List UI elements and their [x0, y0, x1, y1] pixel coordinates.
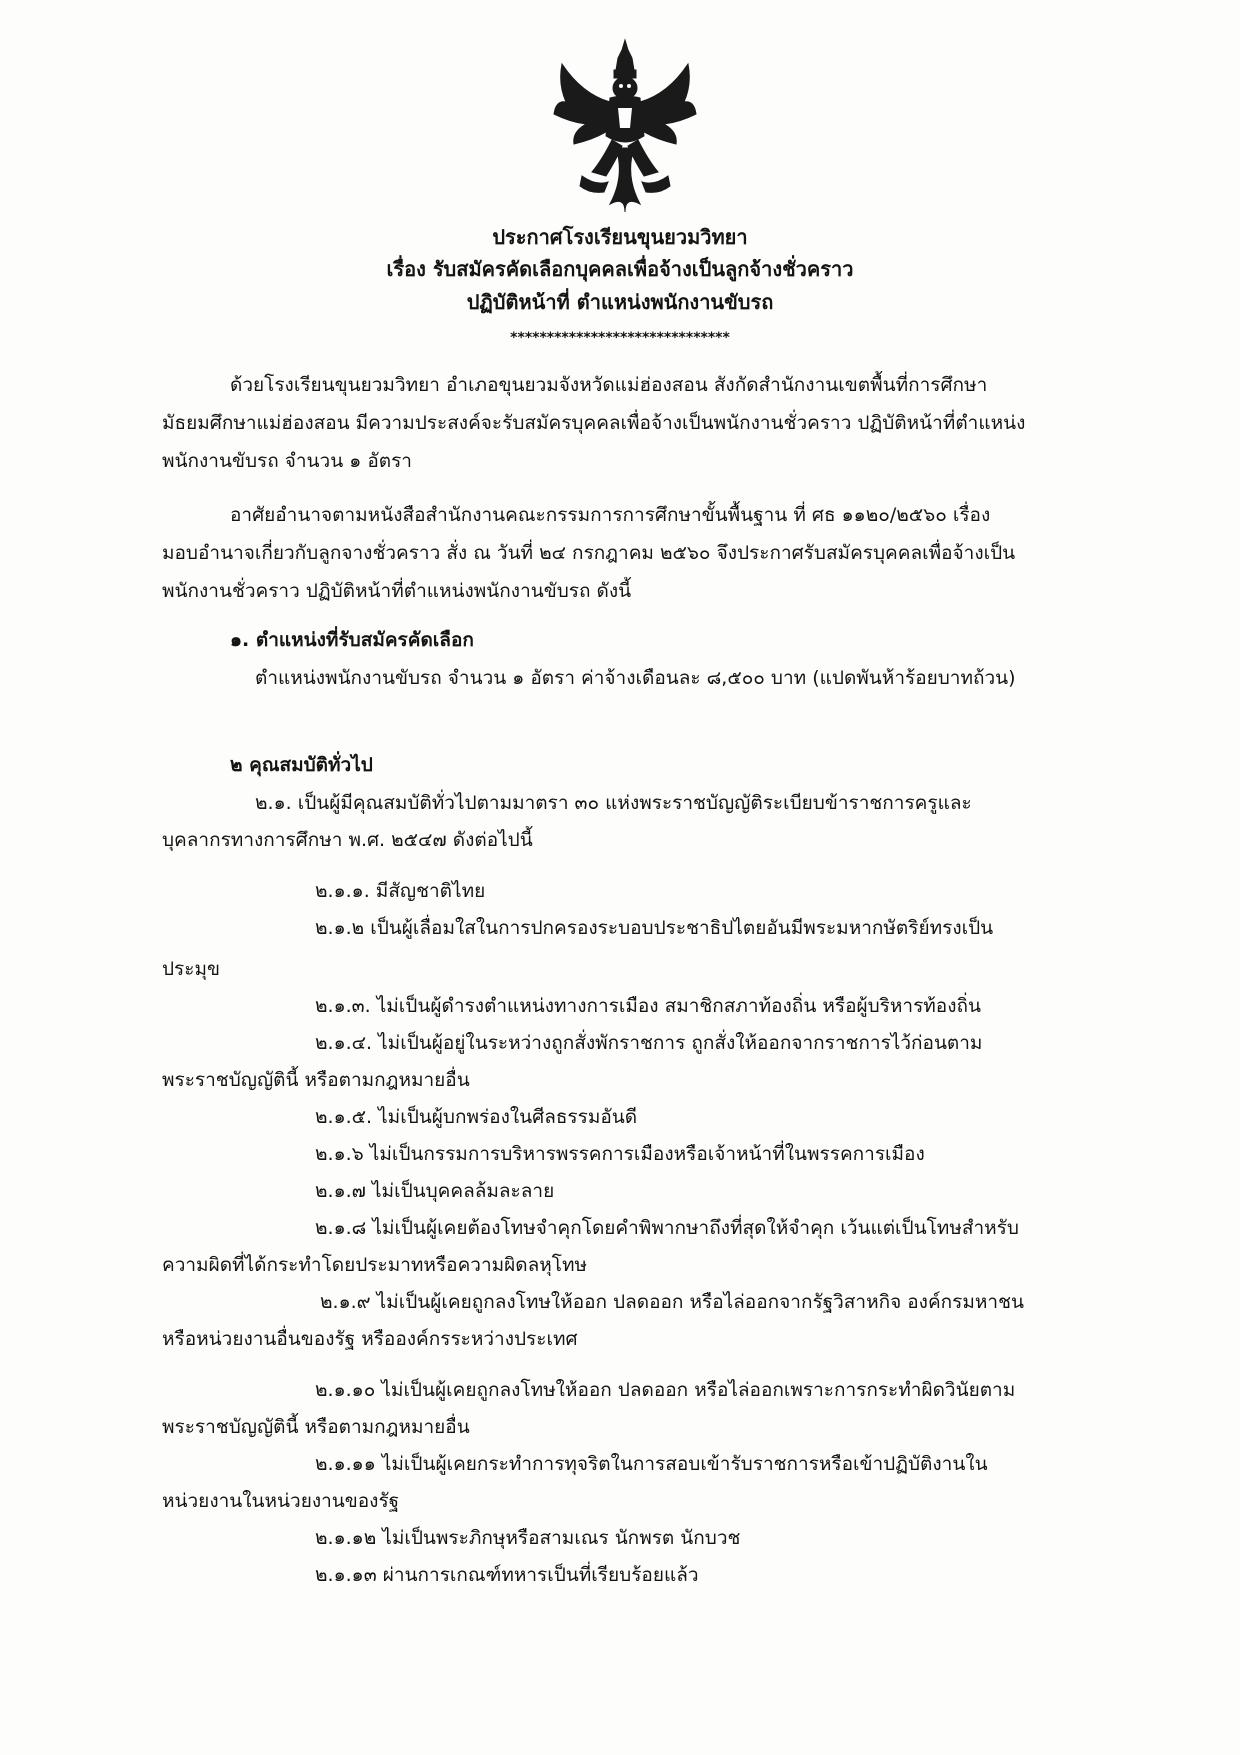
list-item-continuation: ประมุข: [162, 958, 220, 980]
page-title: ประกาศโรงเรียนขุนยวมวิทยา: [492, 225, 748, 249]
subject-line: เรื่อง รับสมัครคัดเลือกบุคคลเพื่อจ้างเป็นลูกจ้างชั่วคราว: [386, 257, 854, 281]
section-heading: ๒ คุณสมบัติทั่วไป: [230, 754, 373, 776]
list-item: ๒.๑.๘ ไม่เป็นผู้เคยต้องโทษจำคุกโดยคำพิพากษาถึงที่สุดให้จำคุก เว้นแต่เป็นโทษสำหรับ: [315, 1217, 1019, 1239]
list-item-continuation: พระราชบัญญัตินี้ หรือตามกฎหมายอื่น: [162, 1416, 470, 1438]
list-item: ๒.๑.๖ ไม่เป็นกรรมการบริหารพรรคการเมืองหรือเจ้าหน้าที่ในพรรคการเมือง: [315, 1143, 925, 1165]
list-item: ๒.๑.๑๒ ไม่เป็นพระภิกษุหรือสามเณร นักพรต นักบวช: [315, 1527, 741, 1549]
section-heading: ๑. ตำแหน่งที่รับสมัครคัดเลือก: [230, 629, 474, 651]
list-item: ๒.๑.๑๐ ไม่เป็นผู้เคยถูกลงโทษให้ออก ปลดออก หรือไล่ออกเพราะการกระทำผิดวินัยตาม: [315, 1379, 1016, 1401]
list-item: ๒.๑.๙ ไม่เป็นผู้เคยถูกลงโทษให้ออก ปลดออก หรือไล่ออกจากรัฐวิสาหกิจ องค์กรมหาชน: [320, 1291, 1024, 1313]
list-item-continuation: หน่วยงานในหน่วยงานของรัฐ: [162, 1490, 400, 1512]
list-item-continuation: พระราชบัญญัตินี้ หรือตามกฎหมายอื่น: [162, 1069, 470, 1091]
duty-line: ปฏิบัติหน้าที่ ตำแหน่งพนักงานขับรถ: [466, 290, 774, 314]
list-item: ๒.๑.๔. ไม่เป็นผู้อยู่ในระหว่างถูกสั่งพักราชการ ถูกสั่งให้ออกจากราชการไว้ก่อนตาม: [315, 1032, 983, 1054]
list-item: ๒.๑.๕. ไม่เป็นผู้บกพร่องในศีลธรรมอันดี: [315, 1106, 638, 1128]
list-item: ๒.๑.๒ เป็นผู้เลื่อมใสในการปกครองระบอบประชาธิปไตยอันมีพระมหากษัตริย์ทรงเป็น: [315, 917, 994, 939]
separator: ******************************: [510, 330, 730, 346]
paragraph-line: พนักงานชั่วคราว ปฏิบัติหน้าที่ตำแหน่งพนักงานขับรถ ดังนี้: [162, 580, 632, 602]
paragraph-line: มัธยมศึกษาแม่ฮ่องสอน มีความประสงค์จะรับสมัครบุคคลเพื่อจ้างเป็นพนักงานชั่วคราว ปฏิบัติหน้าที่ตำแหน่ง: [162, 412, 1026, 434]
paragraph-line: อาศัยอำนาจตามหนังสือสำนักงานคณะกรรมการการศึกษาขั้นพื้นฐาน ที่ ศธ ๑๑๒๐/๒๕๖๐ เรื่อง: [230, 504, 991, 526]
section-body: ตำแหน่งพนักงานขับรถ จำนวน ๑ อัตรา ค่าจ้างเดือนละ ๘,๕๐๐ บาท (แปดพันห้าร้อยบาทถ้วน): [255, 667, 1016, 689]
paragraph-line: มอบอำนาจเกี่ยวกับลูกจางชั่วคราว สั่ง ณ วันที่ ๒๔ กรกฎาคม ๒๕๖๐ จึงประกาศรับสมัครบุคคลเพื่อจ้างเป็น: [162, 542, 1016, 564]
list-item: ๒.๑.๑๓ ผ่านการเกณฑ์ทหารเป็นที่เรียบร้อยแล้ว: [315, 1564, 699, 1586]
list-item: ๒.๑.๓. ไม่เป็นผู้ดำรงตำแหน่งทางการเมือง สมาชิกสภาท้องถิ่น หรือผู้บริหารท้องถิ่น: [315, 995, 981, 1017]
paragraph-line: ๒.๑. เป็นผู้มีคุณสมบัติทั่วไปตามมาตรา ๓๐ แห่งพระราชบัญญัติระเบียบข้าราชการครูและ: [255, 792, 972, 814]
list-item: ๒.๑.๑๑ ไม่เป็นผู้เคยกระทำการทุจริตในการสอบเข้ารับราชการหรือเข้าปฏิบัติงานใน: [315, 1453, 988, 1475]
garuda-emblem-icon: [552, 36, 698, 212]
paragraph-line: ด้วยโรงเรียนขุนยวมวิทยา อำเภอขุนยวมจังหวัดแม่ฮ่องสอน สังกัดสำนักงานเขตพื้นที่การศึกษา: [230, 374, 988, 396]
list-item: ๒.๑.๗ ไม่เป็นบุคคลล้มละลาย: [315, 1180, 555, 1202]
paragraph-line: บุคลากรทางการศึกษา พ.ศ. ๒๕๔๗ ดังต่อไปนี้: [162, 829, 533, 851]
paragraph-line: พนักงานขับรถ จำนวน ๑ อัตรา: [162, 450, 412, 472]
list-item-continuation: ความผิดที่ได้กระทำโดยประมาทหรือความผิดลหุโทษ: [162, 1254, 588, 1276]
list-item: ๒.๑.๑. มีสัญชาติไทย: [315, 880, 486, 902]
list-item-continuation: หรือหน่วยงานอื่นของรัฐ หรือองค์กรระหว่างประเทศ: [162, 1328, 578, 1350]
